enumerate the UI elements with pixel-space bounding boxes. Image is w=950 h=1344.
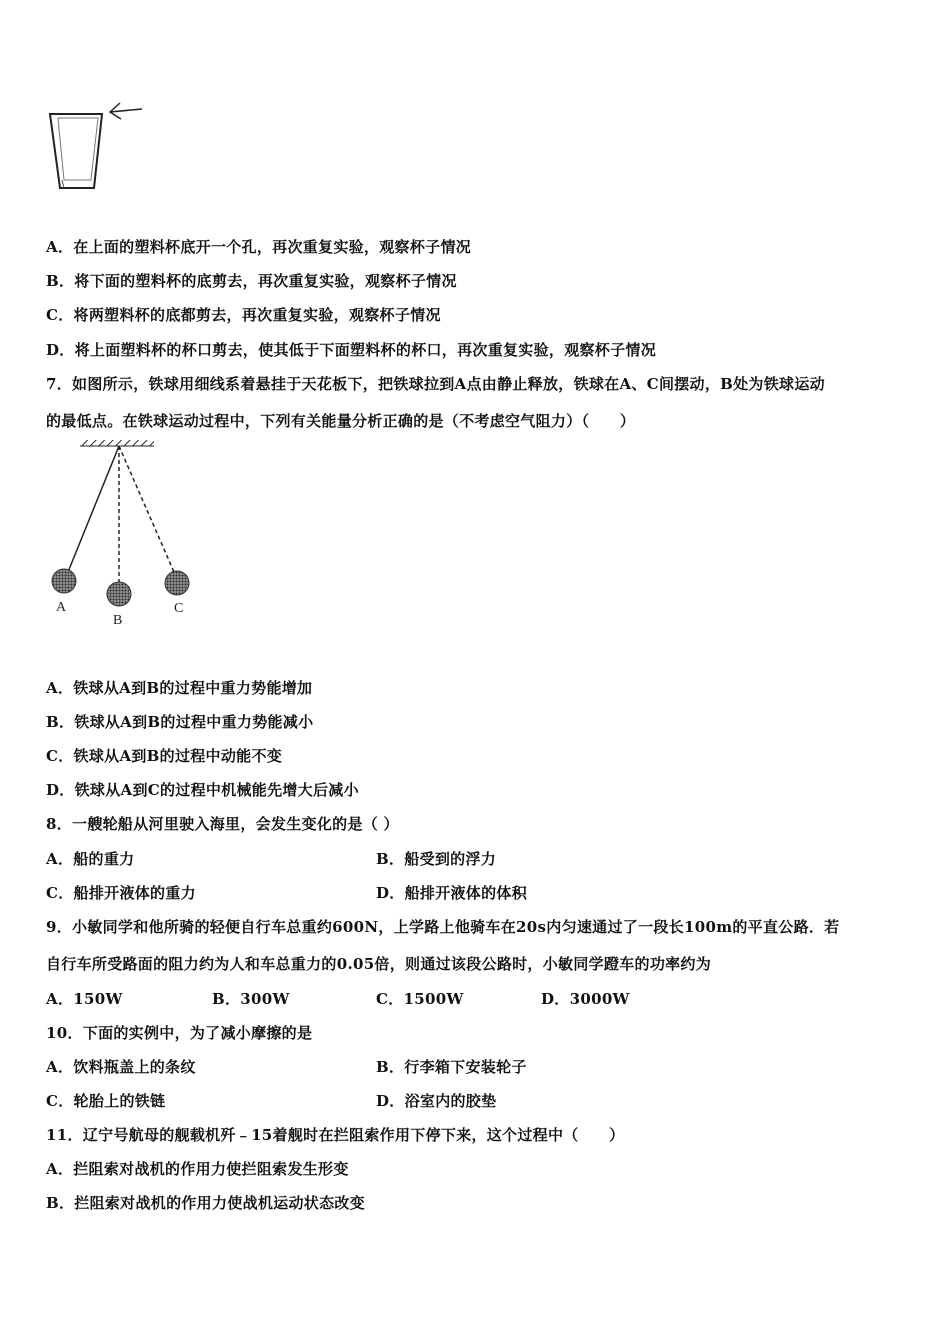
q8-stem: 8．一艘轮船从河里驶入海里，会发生变化的是（ ） — [46, 815, 399, 833]
q7-stem-line1: 7．如图所示，铁球用细线系着悬挂于天花板下，把铁球拉到A点由静止释放，铁球在A、C间摆动，B处为铁球运动 — [46, 375, 825, 393]
ball-c — [165, 571, 189, 595]
q10-option-a: A．饮料瓶盖上的条纹 — [46, 1058, 196, 1076]
string-a — [68, 446, 119, 572]
q8-option-d: D．船排开液体的体积 — [376, 884, 528, 902]
q6-option-d: D．将上面塑料杯的杯口剪去，使其低于下面塑料杯的杯口，再次重复实验，观察杯子情况 — [46, 341, 657, 359]
q9-stem-line2: 自行车所受路面的阻力约为人和车总重力的0.05倍，则通过该段公路时，小敏同学蹬车的功率约为 — [46, 955, 712, 973]
q11-stem: 11．辽宁号航母的舰载机歼﹣15着舰时在拦阻索作用下停下来，这个过程中（ ） — [46, 1126, 625, 1144]
q7-option-a: A．铁球从A到B的过程中重力势能增加 — [46, 679, 313, 697]
cup-figure — [44, 100, 154, 195]
ball-a — [52, 569, 76, 593]
q8-option-a: A．船的重力 — [46, 850, 135, 868]
q10-option-d: D．浴室内的胶垫 — [376, 1092, 497, 1110]
q7-option-b: B．铁球从A到B的过程中重力势能减小 — [46, 713, 314, 731]
q6-option-c: C．将两塑料杯的底都剪去，再次重复实验，观察杯子情况 — [46, 306, 441, 324]
q9-option-d: D．3000W — [541, 990, 630, 1008]
q10-option-b: B．行李箱下安装轮子 — [376, 1058, 527, 1076]
q10-option-c: C．轮胎上的铁链 — [46, 1092, 166, 1110]
ball-b — [107, 582, 131, 606]
label-b: B — [113, 613, 123, 628]
q9-option-a: A．150W — [46, 990, 123, 1008]
q8-option-c: C．船排开液体的重力 — [46, 884, 196, 902]
q7-option-c: C．铁球从A到B的过程中动能不变 — [46, 747, 283, 765]
q6-option-b: B．将下面的塑料杯的底剪去，再次重复实验，观察杯子情况 — [46, 272, 457, 290]
pendulum-figure — [40, 436, 210, 631]
q9-option-c: C．1500W — [376, 990, 464, 1008]
q9-stem-line1: 9．小敏同学和他所骑的轻便自行车总重约600N，上学路上他骑车在20s内匀速通过了一段长100m的平直公路．若 — [46, 918, 840, 936]
label-c: C — [174, 601, 184, 616]
label-a: A — [56, 600, 67, 615]
ceiling — [80, 440, 154, 446]
q11-option-b: B．拦阻索对战机的作用力使战机运动状态改变 — [46, 1194, 365, 1212]
q11-option-a: A．拦阻索对战机的作用力使拦阻索发生形变 — [46, 1160, 349, 1178]
string-c — [119, 446, 174, 572]
q6-option-a: A．在上面的塑料杯底开一个孔，再次重复实验，观察杯子情况 — [46, 238, 472, 256]
q7-stem-line2: 的最低点。在铁球运动过程中，下列有关能量分析正确的是（不考虑空气阻力）（ ） — [46, 412, 636, 430]
q10-stem: 10．下面的实例中，为了减小摩擦的是 — [46, 1024, 313, 1042]
q7-option-d: D．铁球从A到C的过程中机械能先增大后减小 — [46, 781, 359, 799]
q9-option-b: B．300W — [212, 990, 290, 1008]
q8-option-b: B．船受到的浮力 — [376, 850, 497, 868]
